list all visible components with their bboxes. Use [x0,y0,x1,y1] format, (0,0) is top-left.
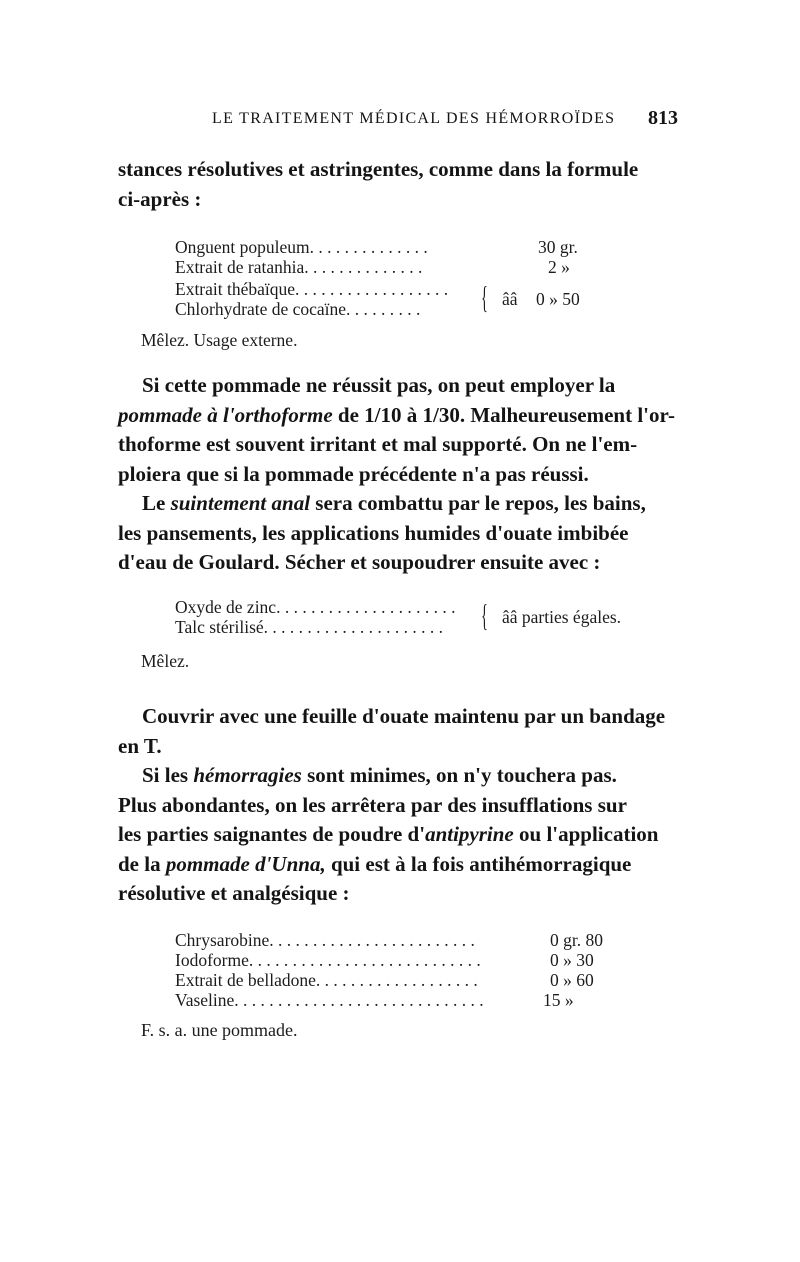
ingredient-name: Vaseline. . . . . . . . . . . . . . . . . . . . . . . . . . . . . [175,990,484,1010]
aa-label: ââ [502,289,518,309]
ingredient-name: Onguent populeum. . . . . . . . . . . . . . [175,237,428,257]
text-line: les parties saignantes de poudre d'antipyrine ou l'application [118,822,659,846]
text-line: thoforme est souvent irritant et mal supporté. On ne l'em- [118,432,638,456]
recipe-instruction: F. s. a. une pommade. [141,1020,298,1040]
text-line: les pansements, les applications humides d'ouate imbibée [118,520,629,545]
text-line: stances résolutives et astringentes, comme dans la formule [118,157,639,181]
ingredient-name: Talc stérilisé. . . . . . . . . . . . . . . . . . . . . [175,617,444,637]
ingredient-name: Oxyde de zinc. . . . . . . . . . . . . . . . . . . . . [175,597,456,617]
page-header [212,107,678,136]
recipe-instruction: Mêlez. [141,651,190,671]
page-number: 813 [648,107,678,129]
text-line: Couvrir avec une feuille d'ouate maintenu par un bandage [142,704,666,728]
text-line: en T. [118,733,162,758]
ingredient-name: Extrait thébaïque. . . . . . . . . . . . . . . . . . [175,279,449,299]
ingredient-quantity: 0 gr. 80 [550,930,603,950]
text-line: ci-après : [118,186,202,211]
text-line: d'eau de Goulard. Sécher et soupoudrer ensuite avec : [118,550,601,574]
running-title: LE TRAITEMENT MÉDICAL DES HÉMORROÏDES [212,110,616,127]
ingredient-quantity: 0 » 30 [550,950,594,970]
brace-glyph: { [481,279,488,315]
text-line: de la pommade d'Unna, qui est à la fois antihémorragique [118,851,632,876]
ingredient-quantity: 30 gr. [538,237,578,257]
ingredient-quantity: 0 » 60 [550,970,594,990]
recipe-instruction: Mêlez. Usage externe. [141,330,298,350]
text-line: ploiera que si la pommade précédente n'a pas réussi. [118,461,589,486]
text-line: Si cette pommade ne réussit pas, on peut employer la [142,373,616,397]
ingredient-quantity: 15 » [543,990,574,1010]
ingredient-quantity: 2 » [548,257,570,277]
text-line: pommade à l'orthoforme de 1/10 à 1/30. Malheureusement l'or- [118,402,676,427]
brace-glyph: { [481,597,488,633]
paragraph-intro [118,155,680,214]
ingredient-name: Extrait de ratanhia. . . . . . . . . . . . . . [175,257,423,277]
text-line: résolutive et analgésique : [118,881,350,905]
recipe-unna-ointment [175,930,635,1020]
aa-parts-label: ââ parties égales. [502,607,622,627]
ingredient-name: Iodoforme. . . . . . . . . . . . . . . . . . . . . . . . . . . [175,950,481,970]
text-line: Le suintement anal sera combattu par le repos, les bains, [142,491,646,515]
paragraph-orthoforme [118,371,680,578]
aa-quantity: 0 » 50 [536,289,580,309]
paragraph-hemorrhage [118,702,680,909]
text-line: Plus abondantes, on les arrêtera par des insufflations sur [118,792,627,817]
ingredient-name: Extrait de belladone. . . . . . . . . . . . . . . . . . . [175,970,478,990]
text-line: Si les hémorragies sont minimes, on n'y touchera pas. [142,763,617,787]
ingredient-name: Chlorhydrate de cocaïne. . . . . . . . . [175,299,421,319]
recipe-powder [175,597,655,647]
ingredient-name: Chrysarobine. . . . . . . . . . . . . . . . . . . . . . . . [175,930,475,950]
